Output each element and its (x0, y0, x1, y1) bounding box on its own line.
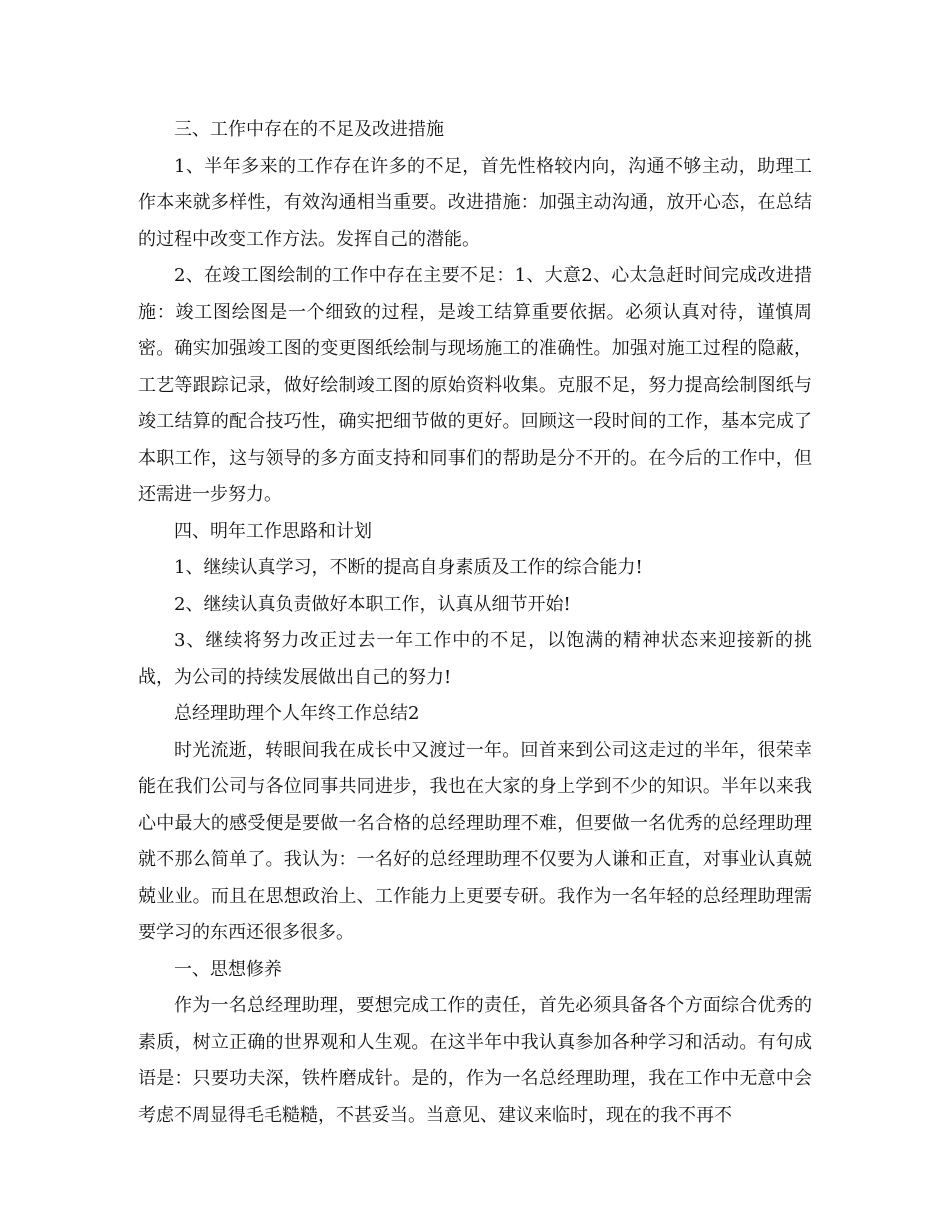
plan-item-2: 2、继续认真负责做好本职工作，认真从细节开始! (174, 593, 571, 615)
paragraph-ideology: 作为一名总经理助理，要想完成工作的责任，首先必须具备各个方面综合优秀的素质，树立正确的世界观和人生观。在这半年中我认真参加各种学习和活动。有句成语是：只要功夫深，铁杵磨成针。是的，作为一名总经理助理，我在工作中无意中会考虑不周显得毛毛糙糙，不甚妥当。当意见、建议来临时，现在的我不再不 (138, 995, 812, 1126)
paragraph-communication: 1、半年多来的工作存在许多的不足，首先性格较内向，沟通不够主动，助理工作本来就多样性，有效沟通相当重要。改进措施：加强主动沟通，放开心态，在总结的过程中改变工作方法。发挥自己的潜能。 (138, 155, 812, 250)
document-page (138, 112, 812, 1134)
section-heading-next-year-plan: 四、明年工作思路和计划 (174, 520, 372, 542)
plan-item-1: 1、继续认真学习，不断的提高自身素质及工作的综合能力! (174, 557, 643, 578)
section-heading-shortcomings: 三、工作中存在的不足及改进措施 (174, 119, 444, 140)
document-subtitle: 总经理助理个人年终工作总结2 (174, 703, 420, 724)
paragraph-intro: 时光流逝，转眼间我在成长中又渡过一年。回首来到公司这走过的半年，很荣幸能在我们公司与各位同事共同进步，我也在大家的身上学到不少的知识。半年以来我心中最大的感受便是要做一名合格的总经理助理不难，但要做一名优秀的总经理助理就不那么简单了。我认为：一名好的总经理助理不仅要为人谦和正直，对事业认真兢兢业业。而且在思想政治上、工作能力上更要专研。我作为一名年轻的总经理助理需要学习的东西还很多很多。 (138, 739, 812, 943)
paragraph-as-built-drawings: 2、在竣工图绘制的工作中存在主要不足：1、大意2、心太急赶时间完成改进措施：竣工图绘图是一个细致的过程，是竣工结算重要依据。必须认真对待，谨慎周密。确实加强竣工图的变更图纸绘制与现场施工的准确性。加强对施工过程的隐蔽，工艺等跟踪记录，做好绘制竣工图的原始资料收集。克服不足，努力提高绘制图纸与竣工结算的配合技巧性，确实把细节做的更好。回顾这一段时间的工作，基本完成了本职工作，这与领导的多方面支持和同事们的帮助是分不开的。在今后的工作中，但还需进一步努力。 (138, 265, 812, 505)
section-heading-ideology: 一、思想修养 (174, 958, 282, 980)
plan-item-3: 3、继续将努力改正过去一年工作中的不足，以饱满的精神状态来迎接新的挑战，为公司的持续发展做出自己的努力! (138, 630, 812, 688)
